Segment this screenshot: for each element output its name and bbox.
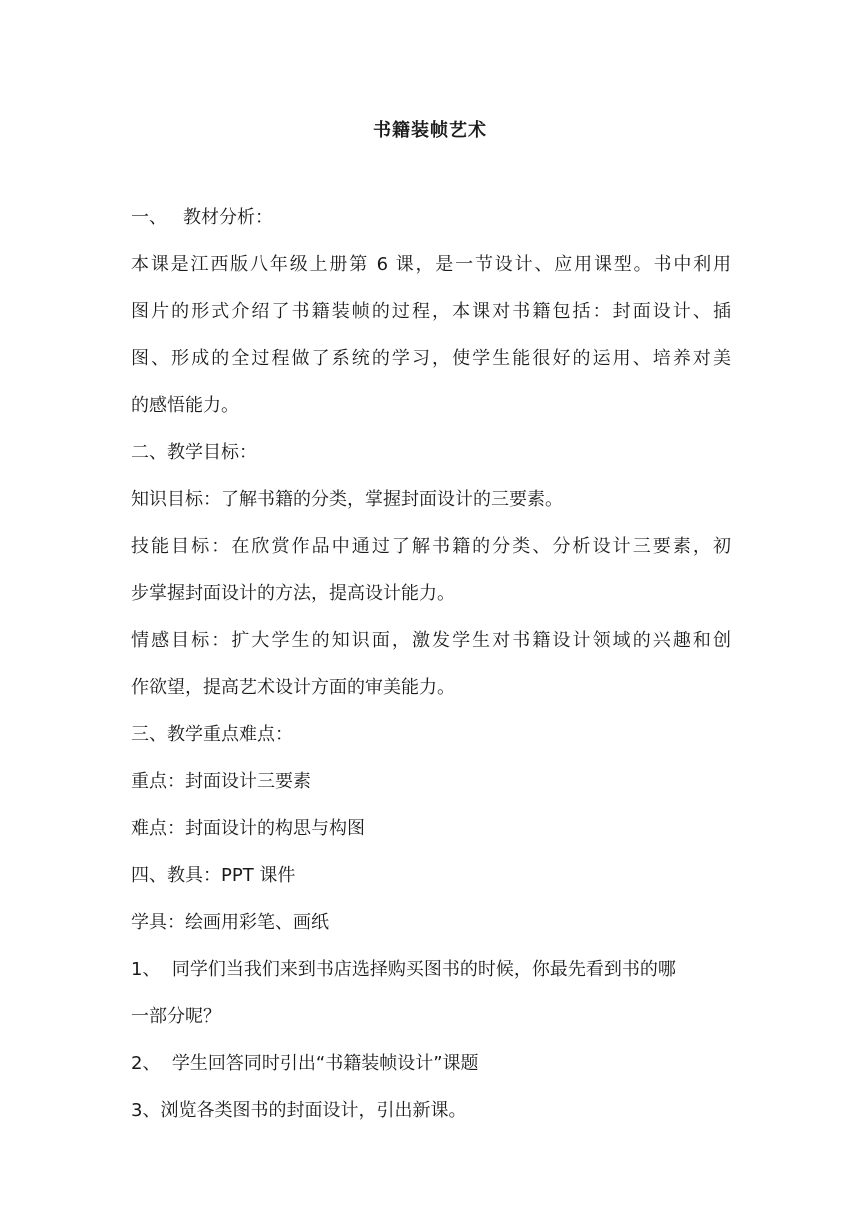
step-1: [131, 952, 731, 988]
document-title: 书籍装帧艺术: [373, 120, 487, 141]
step-2: [131, 1046, 731, 1082]
section-heading-tools: 四、教具：PPT 课件: [131, 865, 296, 886]
step-number: 1、: [131, 959, 161, 980]
step-number: 2、: [131, 1053, 161, 1074]
section-heading-materials: [131, 200, 731, 236]
step-text: 同学们当我们来到书店选择购买图书的时候，你最先看到书的哪: [171, 959, 676, 980]
goal-skill-line: 技能目标：在欣赏作品中通过了解书籍的分类、分析设计三要素，初: [131, 536, 731, 557]
goal-emotion-line: 作欲望，提高艺术设计方面的审美能力。: [131, 677, 455, 698]
goal-skill-line: 步掌握封面设计的方法，提高设计能力。: [131, 583, 455, 604]
paragraph-line: 图、形成的全过程做了系统的学习，使学生能很好的运用、培养对美: [131, 348, 731, 369]
section-number: 一、: [131, 207, 167, 228]
paragraph-line: 本课是江西版八年级上册第 6 课，是一节设计、应用课型。书中利用: [131, 254, 731, 275]
goal-emotion-line: 情感目标：扩大学生的知识面，激发学生对书籍设计领域的兴趣和创: [131, 630, 731, 651]
step-1-continued: 一部分呢？: [131, 1006, 221, 1027]
step-text: 学生回答同时引出“书籍装帧设计”课题: [171, 1053, 479, 1074]
section-heading-key-points: 三、教学重点难点：: [131, 724, 293, 745]
difficult-point: 难点：封面设计的构思与构图: [131, 818, 365, 839]
paragraph-line: 的感悟能力。: [131, 395, 239, 416]
student-tools: 学具：绘画用彩笔、画纸: [131, 912, 329, 933]
step-3: 3、浏览各类图书的封面设计，引出新课。: [131, 1100, 467, 1121]
document-body: [131, 200, 731, 1129]
section-heading-goals: 二、教学目标：: [131, 442, 257, 463]
paragraph-line: 图片的形式介绍了书籍装帧的过程，本课对书籍包括：封面设计、插: [131, 301, 731, 322]
section-heading-text: 教材分析：: [183, 207, 273, 228]
goal-knowledge: 知识目标：了解书籍的分类，掌握封面设计的三要素。: [131, 489, 563, 510]
key-point: 重点：封面设计三要素: [131, 771, 311, 792]
